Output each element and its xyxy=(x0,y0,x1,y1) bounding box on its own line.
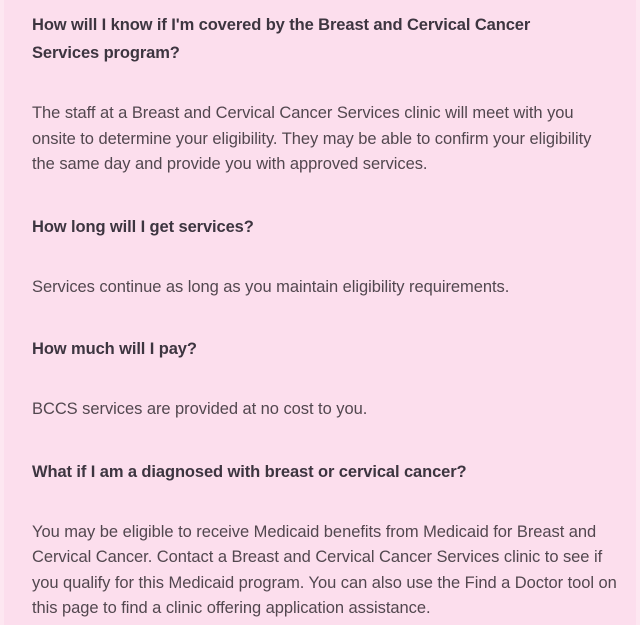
faq-answer-diagnosis: You may be eligible to receive Medicaid benefits from Medicaid for Breast and Cervical Cancer. Contact a Breast and Cervical Cancer Services clinic to see if you qualify for this Medicaid program. You can also use the Find a Doctor tool on this page to find a clinic offering application assistance. xyxy=(32,522,617,617)
faq-item-2 xyxy=(32,213,618,301)
faq-question-coverage: How will I know if I'm covered by the Breast and Cervical Cancer Services program? xyxy=(32,16,531,62)
faq-item-1 xyxy=(32,0,618,178)
faq-answer-coverage: The staff at a Breast and Cervical Cancer Services clinic will meet with you onsite to determine your eligibility. They may be able to confirm your eligibility the same day and provide you with approved services. xyxy=(32,104,592,173)
faq-item-4 xyxy=(32,458,618,622)
faq-question-duration: How long will I get services? xyxy=(32,217,254,236)
faq-answer-duration: Services continue as long as you maintain eligibility requirements. xyxy=(32,277,510,296)
faq-question-diagnosis: What if I am a diagnosed with breast or cervical cancer? xyxy=(32,462,467,481)
faq-question-cost: How much will I pay? xyxy=(32,340,197,358)
faq-answer-cost: BCCS services are provided at no cost to you. xyxy=(32,400,368,418)
faq-item-3 xyxy=(32,335,618,423)
